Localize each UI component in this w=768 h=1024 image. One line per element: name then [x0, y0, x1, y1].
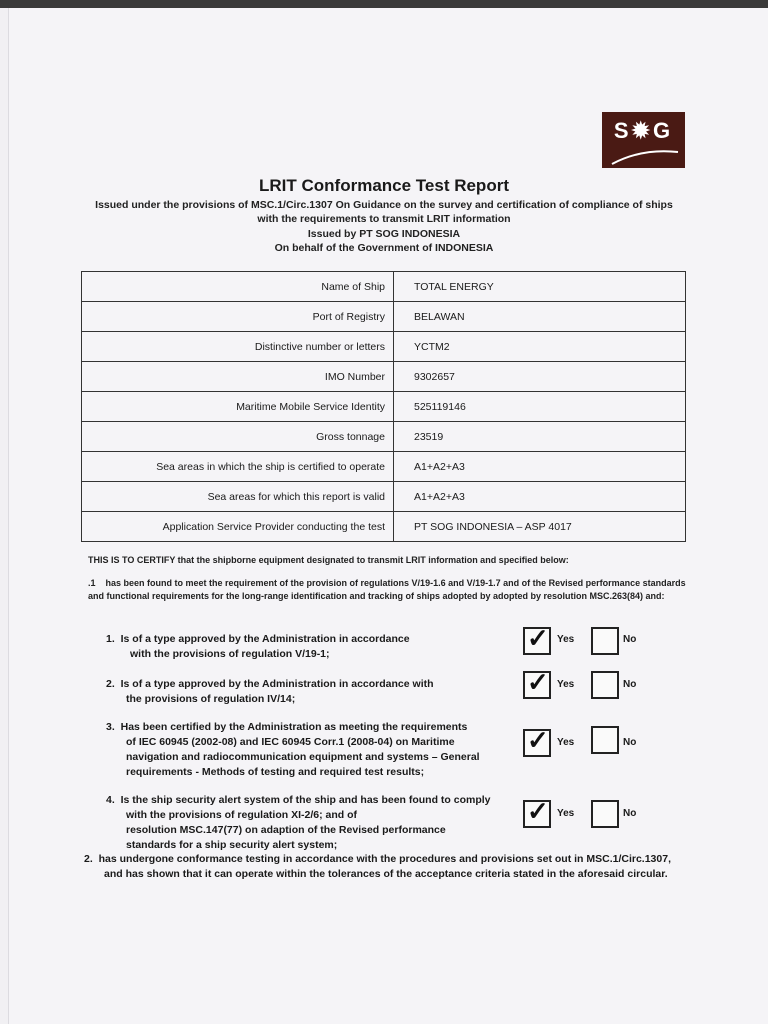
requirement-item-3	[106, 720, 506, 780]
yes-checkbox-item-2[interactable]	[523, 667, 551, 699]
requirement-item-1	[106, 632, 486, 662]
clause-2-line-1: has undergone conformance testing in accordance with the procedures and provisions set out in MSC.1/Circ.1307,	[98, 853, 671, 865]
field-label: Gross tonnage	[82, 422, 394, 452]
no-label: No	[623, 737, 637, 748]
field-label: Application Service Provider conducting the test	[82, 512, 394, 542]
checkmark-icon: ✓	[527, 725, 549, 755]
field-label: Distinctive number or letters	[82, 332, 394, 362]
yes-label: Yes	[557, 679, 575, 690]
no-label: No	[623, 808, 637, 819]
field-value: 525119146	[394, 392, 686, 422]
checkmark-icon: ✓	[527, 796, 549, 826]
subtitle-line-4: On behalf of the Government of INDONESIA	[274, 242, 494, 254]
field-label: Maritime Mobile Service Identity	[82, 392, 394, 422]
no-checkbox-item-1[interactable]	[591, 627, 619, 655]
yes-label: Yes	[557, 634, 575, 645]
table-row	[82, 272, 686, 302]
subtitle-line-1: Issued under the provisions of MSC.1/Circ.1307 On Guidance on the survey and certification of compliance of ships	[95, 199, 673, 211]
item-text-line-1: Is of a type approved by the Administration in accordance with	[120, 678, 434, 690]
table-row	[82, 452, 686, 482]
item-text-line-3: navigation and radiocommunication equipment and systems – General	[126, 751, 480, 763]
clause-2-number: 2.	[84, 853, 93, 865]
scan-top-edge	[0, 0, 768, 8]
table-row	[82, 332, 686, 362]
subtitle-line-3: Issued by PT SOG INDONESIA	[307, 228, 461, 240]
table-row	[82, 482, 686, 512]
sog-logo	[602, 112, 685, 168]
field-label: Sea areas for which this report is valid	[82, 482, 394, 512]
clause-2	[84, 852, 704, 882]
field-label: IMO Number	[82, 362, 394, 392]
field-value: YCTM2	[394, 332, 686, 362]
table-row	[82, 512, 686, 542]
checkmark-icon: ✓	[527, 667, 549, 697]
yes-label: Yes	[557, 737, 575, 748]
requirement-item-2	[106, 677, 486, 707]
certify-statement: THIS IS TO CERTIFY that the shipborne equipment designated to transmit LRIT information and specified below:	[88, 555, 569, 565]
ship-info-table	[81, 271, 686, 542]
clause-2-line-2: and has shown that it can operate within the tolerances of the acceptance criteria stated in the aforesaid circular.	[104, 868, 668, 880]
subtitle-line-2: with the requirements to transmit LRIT information	[257, 213, 511, 225]
field-label: Name of Ship	[82, 272, 394, 302]
clause-1-number: .1	[88, 578, 96, 588]
logo-swoosh-icon	[602, 112, 685, 168]
field-value: PT SOG INDONESIA – ASP 4017	[394, 512, 686, 542]
item-text-line-2: the provisions of regulation IV/14;	[126, 693, 296, 705]
field-label: Port of Registry	[82, 302, 394, 332]
item-text-line-1: Is of a type approved by the Administration in accordance	[120, 633, 410, 645]
yes-checkbox-item-3[interactable]	[523, 725, 551, 757]
item-number: 4.	[106, 794, 115, 806]
no-label: No	[623, 634, 637, 645]
yes-label: Yes	[557, 808, 575, 819]
field-value: A1+A2+A3	[394, 482, 686, 512]
yes-checkbox-item-4[interactable]	[523, 796, 551, 828]
field-value: BELAWAN	[394, 302, 686, 332]
table-row	[82, 422, 686, 452]
item-text-line-2: of IEC 60945 (2002-08) and IEC 60945 Corr.1 (2008-04) on Maritime	[126, 736, 455, 748]
table-row	[82, 362, 686, 392]
checkmark-icon: ✓	[527, 623, 549, 653]
item-number: 3.	[106, 721, 115, 733]
clause-1-text: has been found to meet the requirement of the provision of regulations V/19-1.6 and V/19-1.7 and of the Revised performance standards and functional requirements for the long-range identification and tracking of ships adopted by adopted by resolution MSC.263(84) and:	[88, 578, 686, 601]
no-checkbox-item-2[interactable]	[591, 671, 619, 699]
table-row	[82, 392, 686, 422]
item-text-line-4: standards for a ship security alert system;	[126, 839, 338, 851]
no-checkbox-item-3[interactable]	[591, 726, 619, 754]
field-value: TOTAL ENERGY	[394, 272, 686, 302]
field-value: 9302657	[394, 362, 686, 392]
item-number: 1.	[106, 633, 115, 645]
clause-1	[88, 577, 698, 603]
field-label: Sea areas in which the ship is certified to operate	[82, 452, 394, 482]
item-text-line-1: Is the ship security alert system of the ship and has been found to comply	[120, 794, 491, 806]
field-value: A1+A2+A3	[394, 452, 686, 482]
item-number: 2.	[106, 678, 115, 690]
item-text-line-1: Has been certified by the Administration as meeting the requirements	[120, 721, 468, 733]
yes-checkbox-item-1[interactable]	[523, 623, 551, 655]
field-value: 23519	[394, 422, 686, 452]
logo-text: S✹G	[613, 118, 674, 143]
item-text-line-4: requirements - Methods of testing and required test results;	[126, 766, 425, 778]
table-row	[82, 302, 686, 332]
item-text-line-3: resolution MSC.147(77) on adaption of the Revised performance	[126, 824, 446, 836]
report-title: LRIT Conformance Test Report	[259, 176, 509, 195]
no-checkbox-item-4[interactable]	[591, 800, 619, 828]
requirement-item-4	[106, 793, 526, 853]
no-label: No	[623, 679, 637, 690]
item-text-line-2: with the provisions of regulation XI-2/6; and of	[126, 809, 358, 821]
item-text-line-2: with the provisions of regulation V/19-1;	[130, 648, 330, 660]
